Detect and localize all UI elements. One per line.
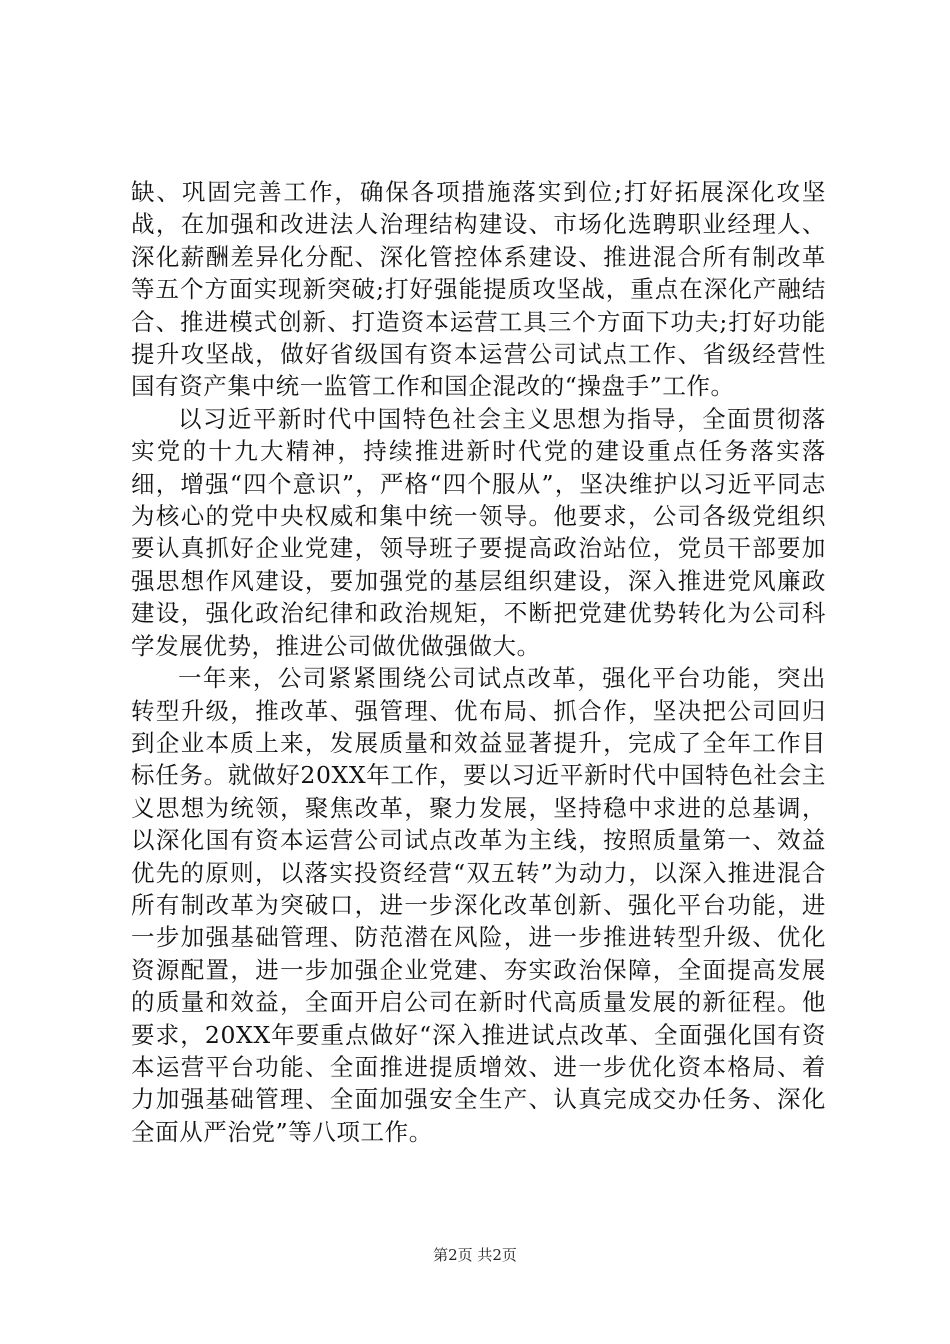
paragraph-party-building: 以习近平新时代中国特色社会主义思想为指导，全面贯彻落实党的十九大精神，持续推进新时代党的建设重点任务落实落细，增强“四个意识”，严格“四个服从”，坚决维护以习近平同志为核心的党中央权威和集中统一领导。他要求，公司各级党组织要认真抓好企业党建，领导班子要提高政治站位，党员干部要加强思想作风建设，要加强党的基层组织建设，深入推进党风廉政建设，强化政治纪律和政治规矩，不断把党建优势转化为公司科学发展优势，推进公司做优做强做大。 (131, 404, 826, 660)
paragraph-annual-review: 一年来，公司紧紧围绕公司试点改革，强化平台功能，突出转型升级，推改革、强管理、优布局、抓合作，坚决把公司回归到企业本质上来，发展质量和效益显著提升，完成了全年工作目标任务。就做好20XX年工作，要以习近平新时代中国特色社会主义思想为统领，聚焦改革，聚力发展，坚持稳中求进的总基调，以深化国有资本运营公司试点改革为主线，按照质量第一、效益优先的原则，以落实投资经营“双五转”为动力，以深入推进混合所有制改革为突破口，进一步深化改革创新、强化平台功能，进一步加强基础管理、防范潜在风险，进一步推进转型升级、优化资源配置，进一步加强企业党建、夯实政治保障，全面提高发展的质量和效益，全面开启公司在新时代高质量发展的新征程。他要求，20XX年要重点做好“深入推进试点改革、全面强化国有资本运营平台功能、全面推进提质增效、进一步优化资本格局、着力加强基础管理、全面加强安全生产、认真完成交办任务、深化全面从严治党”等八项工作。 (131, 664, 826, 1146)
page-number-footer: 第2页 共2页 (433, 1246, 517, 1264)
document-body (131, 176, 826, 1148)
paragraph-continued: 缺、巩固完善工作，确保各项措施落实到位;打好拓展深化攻坚战，在加强和改进法人治理结构建设、市场化选聘职业经理人、深化薪酬差异化分配、深化管控体系建设、推进混合所有制改革等五个方面实现新突破;打好强能提质攻坚战，重点在深化产融结合、推进模式创新、打造资本运营工具三个方面下功夫;打好功能提升攻坚战，做好省级国有资本运营公司试点工作、省级经营性国有资产集中统一监管工作和国企混改的“操盘手”工作。 (131, 178, 826, 401)
